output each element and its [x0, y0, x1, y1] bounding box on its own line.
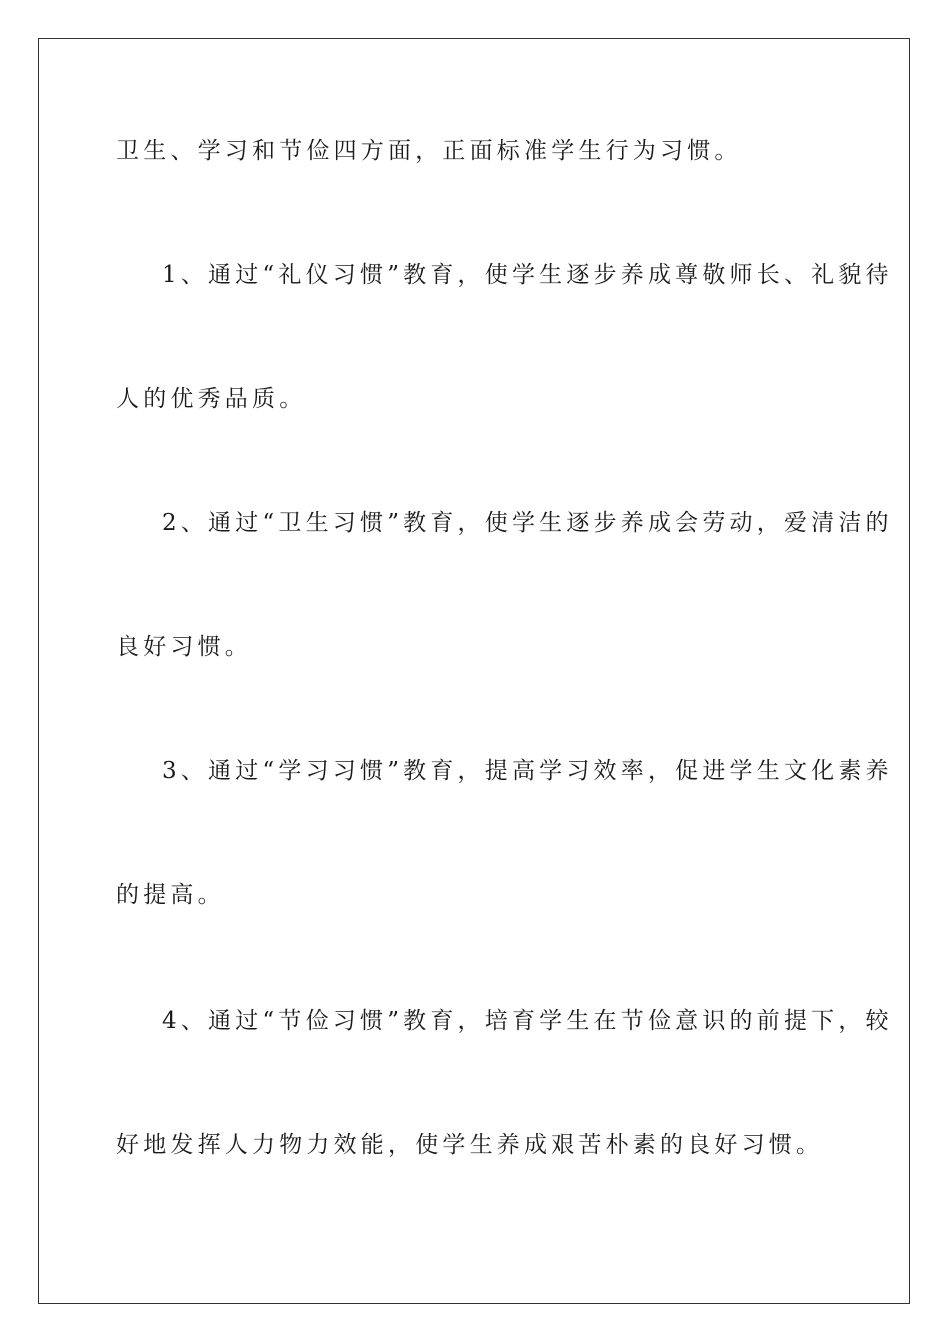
item-2-line-1: 2、通过“卫生习惯”教育，使学生逐步养成会劳动，爱清洁的 — [162, 510, 893, 536]
paragraph-intro-continuation: 卫生、学习和节俭四方面，正面标准学生行为习惯。 — [116, 138, 742, 164]
item-4-line-2: 好地发挥人力物力效能，使学生养成艰苦朴素的良好习惯。 — [116, 1132, 824, 1158]
item-4-line-1: 4、通过“节俭习惯”教育，培育学生在节俭意识的前提下，较 — [162, 1008, 893, 1034]
item-1-line-1: 1、通过“礼仪习惯”教育，使学生逐步养成尊敬师长、礼貌待 — [162, 262, 893, 288]
item-3-line-2: 的提高。 — [116, 882, 225, 908]
item-1-line-2: 人的优秀品质。 — [116, 386, 307, 412]
item-2-line-2: 良好习惯。 — [116, 634, 252, 660]
page-border — [38, 38, 910, 1304]
item-3-line-1: 3、通过“学习习惯”教育，提高学习效率，促进学生文化素养 — [162, 758, 893, 784]
